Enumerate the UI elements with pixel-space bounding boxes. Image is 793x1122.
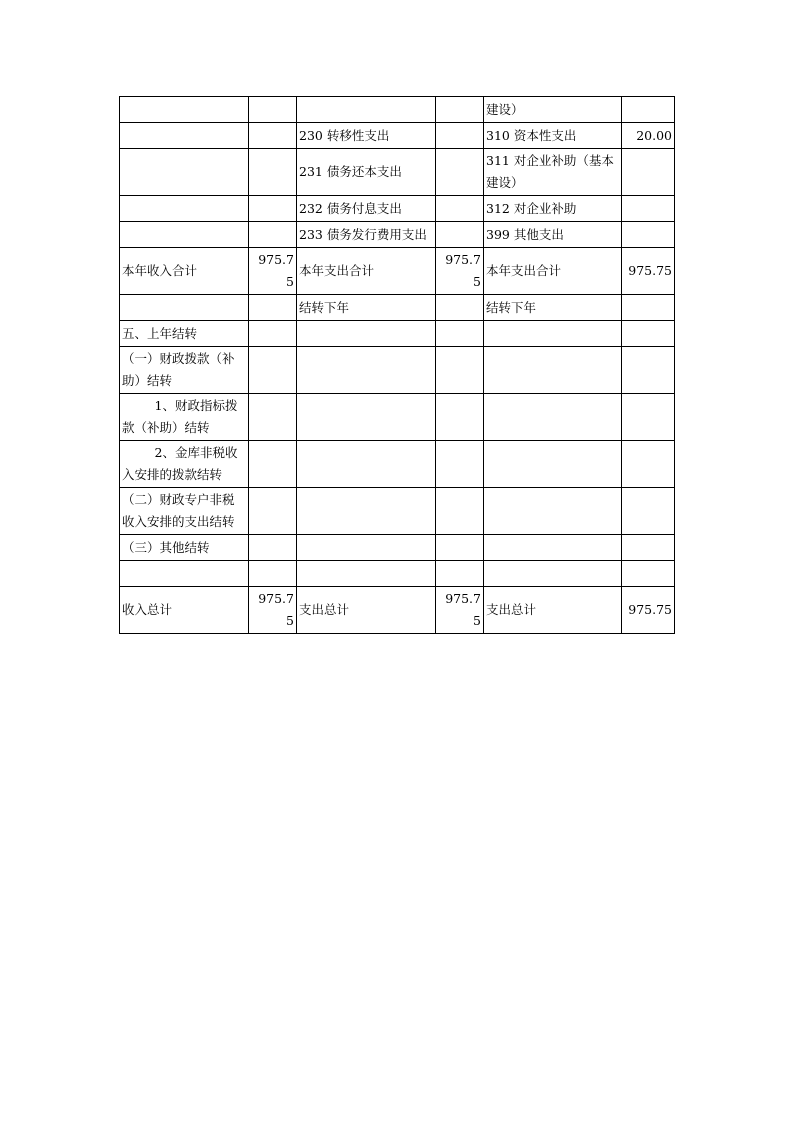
expense-economic-amount-cell: 20.00 bbox=[622, 123, 675, 149]
income-item-cell bbox=[120, 97, 249, 123]
expense-economic-amount-cell bbox=[622, 321, 675, 347]
expense-economic-amount-cell bbox=[622, 97, 675, 123]
expense-category-cell: 结转下年 bbox=[297, 295, 436, 321]
income-item-cell bbox=[120, 196, 249, 222]
expense-economic-cell: 结转下年 bbox=[484, 295, 622, 321]
table-row bbox=[120, 149, 675, 196]
expense-category-amount-cell bbox=[436, 222, 484, 248]
income-item-cell bbox=[120, 561, 249, 587]
income-item-cell bbox=[120, 295, 249, 321]
income-item-cell: 五、上年结转 bbox=[120, 321, 249, 347]
expense-category-cell bbox=[297, 561, 436, 587]
expense-economic-cell bbox=[484, 561, 622, 587]
expense-category-amount-cell bbox=[436, 97, 484, 123]
expense-category-cell: 233 债务发行费用支出 bbox=[297, 222, 436, 248]
income-amount-cell bbox=[249, 321, 297, 347]
expense-category-cell bbox=[297, 441, 436, 488]
expense-economic-cell bbox=[484, 535, 622, 561]
expense-category-cell bbox=[297, 97, 436, 123]
expense-category-amount-cell: 975.75 bbox=[436, 587, 484, 634]
expense-category-amount-cell bbox=[436, 535, 484, 561]
expense-category-amount-cell: 975.75 bbox=[436, 248, 484, 295]
expense-economic-cell: 支出总计 bbox=[484, 587, 622, 634]
expense-category-cell bbox=[297, 535, 436, 561]
income-amount-cell bbox=[249, 561, 297, 587]
budget-table bbox=[119, 96, 675, 634]
expense-economic-cell: 311 对企业补助（基本建设） bbox=[484, 149, 622, 196]
expense-category-cell bbox=[297, 321, 436, 347]
table-row bbox=[120, 347, 675, 394]
income-item-cell bbox=[120, 149, 249, 196]
expense-economic-cell: 399 其他支出 bbox=[484, 222, 622, 248]
expense-economic-amount-cell bbox=[622, 347, 675, 394]
income-item-cell: 本年收入合计 bbox=[120, 248, 249, 295]
expense-category-cell: 232 债务付息支出 bbox=[297, 196, 436, 222]
expense-economic-amount-cell bbox=[622, 535, 675, 561]
table-row bbox=[120, 535, 675, 561]
income-amount-cell bbox=[249, 222, 297, 248]
income-amount-cell bbox=[249, 149, 297, 196]
income-amount-cell bbox=[249, 97, 297, 123]
table-row bbox=[120, 97, 675, 123]
table-row bbox=[120, 248, 675, 295]
income-item-cell bbox=[120, 222, 249, 248]
expense-economic-cell bbox=[484, 394, 622, 441]
income-amount-cell bbox=[249, 441, 297, 488]
expense-economic-cell: 建设） bbox=[484, 97, 622, 123]
table-row bbox=[120, 123, 675, 149]
expense-category-cell: 230 转移性支出 bbox=[297, 123, 436, 149]
expense-category-amount-cell bbox=[436, 441, 484, 488]
expense-category-amount-cell bbox=[436, 488, 484, 535]
expense-economic-amount-cell: 975.75 bbox=[622, 248, 675, 295]
income-item-cell: （二）财政专户非税收入安排的支出结转 bbox=[120, 488, 249, 535]
income-amount-cell bbox=[249, 394, 297, 441]
expense-economic-cell: 312 对企业补助 bbox=[484, 196, 622, 222]
expense-economic-amount-cell bbox=[622, 295, 675, 321]
income-item-cell: 2、金库非税收入安排的拨款结转 bbox=[120, 441, 249, 488]
expense-category-amount-cell bbox=[436, 196, 484, 222]
expense-economic-cell bbox=[484, 441, 622, 488]
expense-category-amount-cell bbox=[436, 295, 484, 321]
expense-category-amount-cell bbox=[436, 394, 484, 441]
income-item-cell bbox=[120, 123, 249, 149]
expense-economic-amount-cell bbox=[622, 394, 675, 441]
expense-category-cell: 231 债务还本支出 bbox=[297, 149, 436, 196]
expense-economic-cell bbox=[484, 347, 622, 394]
expense-category-cell: 支出总计 bbox=[297, 587, 436, 634]
expense-category-cell bbox=[297, 394, 436, 441]
expense-economic-amount-cell bbox=[622, 222, 675, 248]
table-row bbox=[120, 587, 675, 634]
expense-economic-amount-cell: 975.75 bbox=[622, 587, 675, 634]
table-row bbox=[120, 441, 675, 488]
table-row bbox=[120, 196, 675, 222]
income-amount-cell: 975.75 bbox=[249, 248, 297, 295]
expense-economic-amount-cell bbox=[622, 196, 675, 222]
table-row bbox=[120, 295, 675, 321]
expense-economic-cell: 310 资本性支出 bbox=[484, 123, 622, 149]
expense-category-cell: 本年支出合计 bbox=[297, 248, 436, 295]
expense-category-amount-cell bbox=[436, 347, 484, 394]
expense-category-cell bbox=[297, 488, 436, 535]
table-row bbox=[120, 488, 675, 535]
expense-economic-cell: 本年支出合计 bbox=[484, 248, 622, 295]
expense-economic-amount-cell bbox=[622, 441, 675, 488]
expense-category-amount-cell bbox=[436, 123, 484, 149]
expense-category-amount-cell bbox=[436, 561, 484, 587]
income-amount-cell bbox=[249, 196, 297, 222]
income-item-cell: 1、财政指标拨款（补助）结转 bbox=[120, 394, 249, 441]
income-amount-cell bbox=[249, 347, 297, 394]
table-row bbox=[120, 222, 675, 248]
income-item-cell: （三）其他结转 bbox=[120, 535, 249, 561]
income-amount-cell bbox=[249, 295, 297, 321]
income-amount-cell bbox=[249, 123, 297, 149]
expense-economic-amount-cell bbox=[622, 561, 675, 587]
expense-category-amount-cell bbox=[436, 321, 484, 347]
table-row bbox=[120, 561, 675, 587]
income-amount-cell: 975.75 bbox=[249, 587, 297, 634]
expense-category-cell bbox=[297, 347, 436, 394]
expense-economic-cell bbox=[484, 321, 622, 347]
expense-category-amount-cell bbox=[436, 149, 484, 196]
income-item-cell: 收入总计 bbox=[120, 587, 249, 634]
income-amount-cell bbox=[249, 535, 297, 561]
table-row bbox=[120, 321, 675, 347]
expense-economic-amount-cell bbox=[622, 149, 675, 196]
table-row bbox=[120, 394, 675, 441]
income-amount-cell bbox=[249, 488, 297, 535]
expense-economic-cell bbox=[484, 488, 622, 535]
income-item-cell: （一）财政拨款（补助）结转 bbox=[120, 347, 249, 394]
expense-economic-amount-cell bbox=[622, 488, 675, 535]
